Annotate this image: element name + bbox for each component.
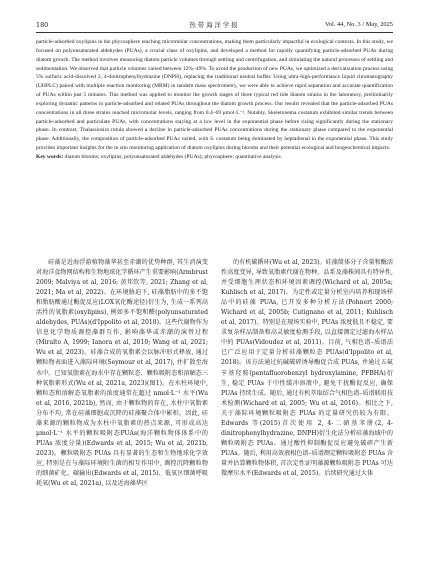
- keywords-label: Key words:: [36, 153, 64, 160]
- header-rule: [36, 32, 393, 33]
- abstract-paragraph: particle-adsorbed oxylipins in the phycosphere reaching micromolar concentrations, making them particularly impactful in ecological contexts. In this study, we focused on polyunsaturated aldehydes (PUAs), a crucial class of oxylipins, and developed a method for rapidly quantifying particle-adsorbed PUAs during diatom growth. The method involves measuring diatom particle volumes through settling and centrifugation, and simulating the natural processes of settling and sedimentation. We observed that particle volumes varied between 12%–49%. To avoid the production of new PUAs, we optimized a derivatization process using 5% sulfuric acid-dissolved 2, 4-dinitrophenylhydrazine (DNPH), replacing the traditional neutral buffer. Using ultra-high-performance liquid chromatography (UHPLC) paired with multiple reaction monitoring (MRM) in tandem mass spectrometry, we were able to achieve rapid separation and accurate quantification of PUAs within just 5 minutes. This method was applied to monitor the growth stages of three typical red tide diatom strains in the laboratory, preliminarily exploring dynamic patterns in particle-adsorbed and related PUAs throughout the diatom growth process. Our results revealed that the particle-adsorbed PUAs concentrations in all three strains reached micromolar levels, ranging from 0.4–69 μmol·L⁻¹. Notably, Skeletonema costatum exhibited similar trends between particle-adsorbed and particulate PUAs, with concentrations staying at a low level in the exponential phase before rising significantly during the stationary phase. In contrast, Thalassiosira rotula showed a decline in particle-adsorbed PUAs concentrations during the stationary phase compared to the exponential phase. Additionally, the composition of particle-adsorbed PUAs varied, with S. costatum being dominated by heptadienal in the exponential phase. This study provides important insights for the in situ monitoring application of diatom oxylipins during blooms and their potential ecological and biogeochemical impacts.: [36, 39, 393, 152]
- keywords-line: [36, 153, 393, 162]
- keywords-text: diatom blooms; oxylipins, polyunsaturated aldehydes (PUAs); phycosphere; quantitative analysis: [64, 153, 281, 160]
- left-column: [36, 258, 208, 563]
- english-abstract: [36, 38, 393, 244]
- right-column: [221, 258, 393, 563]
- body-text: [36, 258, 393, 563]
- left-column-text: 硅藻是近海浮游植物藻华甚至赤潮的优势种群, 其生消演变对海洋食物网结构和生物地球化学循环产生重要影响(Armbrust 2009; Malviya et al, 2016; 黄邦钦等, 2021; Zhang et al, 2021; Ma et al, 2022)。在环境胁迫下, 硅藻脂肪中的多不饱和脂肪酸通过酶促反应(LOX氧化酶途径)衍生为, 生成一系列高活性的氧脂素(oxylipins), 例如多不饱和醛(polyunsaturated aldehydes, PUAs)(d'Ippolito et al, 2018)。这些代谢物作为信息化学物质调控藻群互作, 影响藻华或赤潮的演替过程(Miralto A, 1999; Ianora et al, 2010; Wang et al, 2021; Wu et al, 2023)。硅藻合成的氧脂素会以脉冲形式释放, 通过颗粒物表面进入藻际环境(Seymour et al, 2017), 并扩散至海水中。已知氧脂素在海水中存在颗粒态、颗粒吸附态和溶解态三种氧脂素形式(Wu et al, 2021a, 2023)(图1)。在水柱环境中, 颗粒态和溶解态氧脂素的浓度通常在超过 nmol·L⁻¹ 水平(Wu et al, 2016, 2021b), 然而, 由于颗粒物的存在, 水柱中氧脂素分布不均, 常在硅藻细胞或沉降的硅藻聚合体中累积。因此, 硅藻来源的颗粒物成为水柱中氧脂素的热点来源, 可形成高达 μmol·L⁻¹ 水平的颗粒吸附态PUAs(海洋颗粒物体体系中的 PUAs 浓度分量)(Edwards et al, 2015; Wu et al, 2021b, 2023)。颗粒吸附态 PUAs 具有显著的生态和生物地球化学效应, 特别是在与藻际环境附生菌的相互作用中, 调控沉降颗粒物的细菌矿化、碳输出(Edwards et al, 2015)、低氧区细菌呼吸耗氧(Wu et al, 2021a), 以及近海藻华区: [36, 259, 208, 488]
- volume-issue: Vol. 44, No. 3 / May, 2025: [325, 21, 393, 28]
- right-column-text: 的有机碳循环(Wu et al, 2023)。硅藻简体分子含量和酶活性高度变异, 导致氧脂素代谢在物种、品系及藻株间具有特异性, 并受细胞生理状态和环境因素调控(Wichard et al, 2005a; Kuhlisch et al, 2017)。为定性或定量分析室内培养和现场样品中的硅藻 PUAs, 已开发多种分析方法(Pohnert 2000; Wichard et al, 2005b; Cutignano et al, 2011; Kuhlisch et al, 2017)。特别是在现场实验中, PUAs 浓度低且不稳定, 要求复杂样品制备和高灵敏度检测手段, 以直接测定过滤海水样品中的 PUAs(Vidoudez et al, 2011)。目前, 气相色谱–质谱法已广泛应用于定量分析硅藻颗粒态 PUAs(d'Ippolito et al, 2018)。该方法通过抗碱破碎诱导酶促合成 PUAs, 并通过五氟苄基羟胺(pentafluorobenzyl hydroxylamine, PFBHA)衍生, 稳定 PUAs 于中性缓冲溶液中, 避免干扰酶促反应, 确保 PUAs 持续生成。随后, 通过有机萃取结合气相色谱–质谱联用技术检测(Wichard et al, 2005; Wu et al, 2016)。相比之下, 关于藻际环境颗粒吸附态 PUAs 的定量研究仍较为有限。Edwards 等(2015)首次使用 2, 4-二硝基苯肼(2, 4-dinitrophenylhydrazine, DNPH)衍生化法分析硅藻海域中的颗粒吸附态 PUAs。通过酸性抑制酶促反应避免破碎产生新 PUAs。随后, 利用高效液相色谱–质谱测定颗粒吸附态 PUAs 含量并估算颗粒物体积, 首次定性证明藻源颗粒吸附态 PUAs 可达微摩尔水平(Edwards et al, 2015)。后续研究通过大体: [221, 259, 393, 477]
- page-number: 180: [36, 21, 49, 29]
- journal-title: 热带海洋学报: [189, 21, 240, 29]
